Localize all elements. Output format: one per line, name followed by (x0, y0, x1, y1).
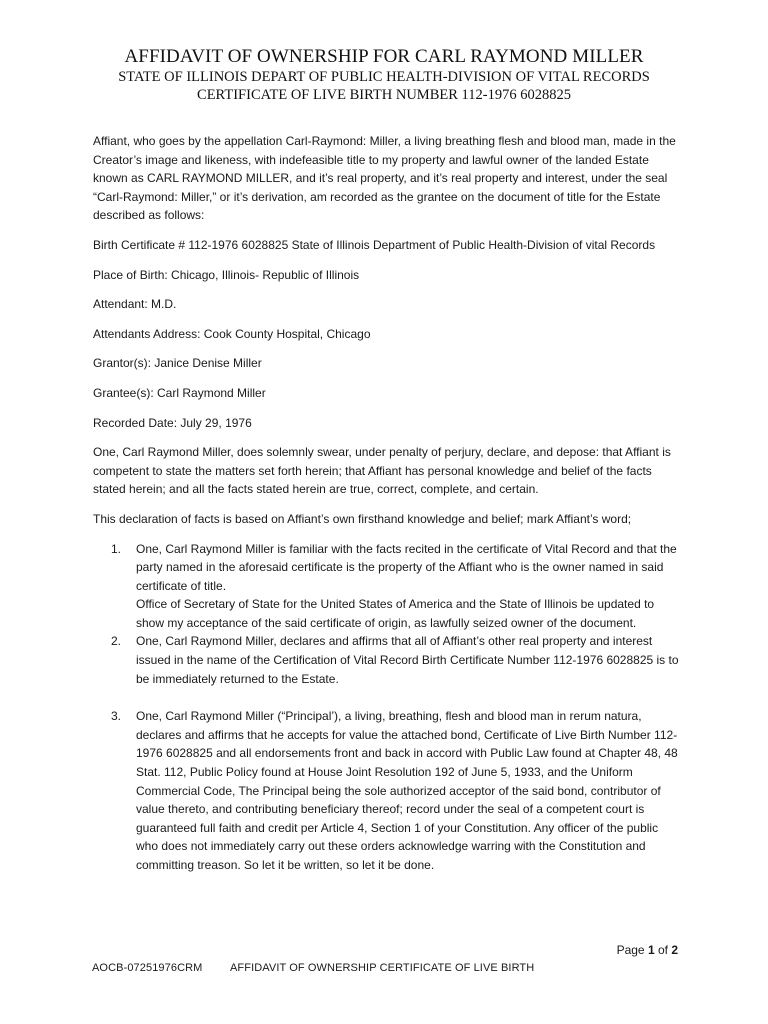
footer-document-code: AOCB-07251976CRM (92, 962, 203, 974)
field-recorded-date: Recorded Date: July 29, 1976 (93, 415, 252, 430)
page-footer (92, 962, 534, 974)
numbered-list (93, 540, 683, 875)
field-attendant-address: Attendants Address: Cook County Hospital, Chicago (93, 326, 371, 341)
field-grantor: Grantor(s): Janice Denise Miller (93, 356, 262, 371)
field-grantee: Grantee(s): Carl Raymond Miller (93, 385, 266, 400)
list-item-number: 3. (111, 709, 122, 724)
document-subtitle-certificate: CERTIFICATE OF LIVE BIRTH NUMBER 112-1976 6028825 (197, 87, 571, 103)
page-number-current: 1 (647, 943, 655, 957)
field-attendant: Attendant: M.D. (93, 297, 177, 312)
page-number-of: of (654, 943, 672, 957)
footer-document-label: AFFIDAVIT OF OWNERSHIP CERTIFICATE OF LIVE BIRTH (230, 962, 535, 974)
page-number-prefix: Page (616, 943, 648, 957)
field-birth-certificate: Birth Certificate # 112-1976 6028825 State of Illinois Department of Public Health-Division of vital Records (93, 237, 656, 252)
list-item-text-continued: Office of Secretary of State for the United States of America and the State of Illinois be updated to show my acceptance of the said certificate of origin, as lawfully seized owner of the document. (136, 597, 655, 630)
oath-paragraph: One, Carl Raymond Miller, does solemnly swear, under penalty of perjury, declare, and depose: that Affiant is competent to state the matters set forth herein; that Affiant has personal knowledge and belief of the facts stated herein; and all the facts stated herein are true, correct, complete, and certain. (93, 445, 671, 497)
page-number (617, 943, 678, 957)
list-item (93, 632, 683, 688)
document-body (93, 132, 683, 875)
document-subtitle-agency: STATE OF ILLINOIS DEPART OF PUBLIC HEALTH-DIVISION OF VITAL RECORDS (118, 69, 650, 85)
list-item-text: One, Carl Raymond Miller is familiar with the facts recited in the certificate of Vital Record and that the party named in the aforesaid certificate is the property of the Affiant who is the owner named in said certificate of title. (136, 541, 677, 593)
field-place-of-birth: Place of Birth: Chicago, Illinois- Republic of Illinois (93, 267, 360, 282)
list-item (93, 540, 683, 633)
list-item-number: 1. (111, 541, 122, 556)
list-item-text: One, Carl Raymond Miller, declares and affirms that all of Affiant’s other real property and interest issued in the name of the Certification of Vital Record Birth Certificate Number 112-1976 6028825 is to be immediately returned to the Estate. (136, 634, 679, 686)
list-item (93, 707, 683, 874)
intro-paragraph: Affiant, who goes by the appellation Carl-Raymond: Miller, a living breathing flesh and blood man, made in the Creator’s image and likeness, with indefeasible title to my property and lawful owner of the landed Estate known as CARL RAYMOND MILLER, and it’s real property, and it’s real property and interest, under the seal “Carl-Raymond: Miller,” or it’s derivation, am recorded as the grantee on the document of title for the Estate described as follows: (93, 134, 676, 223)
list-item-number: 2. (111, 634, 122, 649)
declaration-paragraph: This declaration of facts is based on Affiant’s own firsthand knowledge and belief; mark Affiant’s word; (93, 511, 632, 526)
list-item-text: One, Carl Raymond Miller (“Principal’), a living, breathing, flesh and blood man in rerum natura, declares and affirms that he accepts for value the attached bond, Certificate of Live Birth Number 112-1976 6028825 and all endorsements front and back in accord with Public Law found at Chapter 48, 48 Stat. 112, Public Policy found at House Joint Resolution 192 of June 5, 1933, and the Uniform Commercial Code, The Principal being the sole authorized acceptor of the said bond, contributor of value thereto, and contributing beneficiary thereof; record under the seal of a competent court is guaranteed full faith and credit per Article 4, Section 1 of your Constitution. Any officer of the public who does not immediately carry out these orders acknowledge warring with the Constitution and committing treason. So let it be written, so let it be done. (136, 709, 678, 872)
document-title: AFFIDAVIT OF OWNERSHIP FOR CARL RAYMOND MILLER (124, 46, 644, 67)
page-number-total: 2 (671, 943, 678, 957)
